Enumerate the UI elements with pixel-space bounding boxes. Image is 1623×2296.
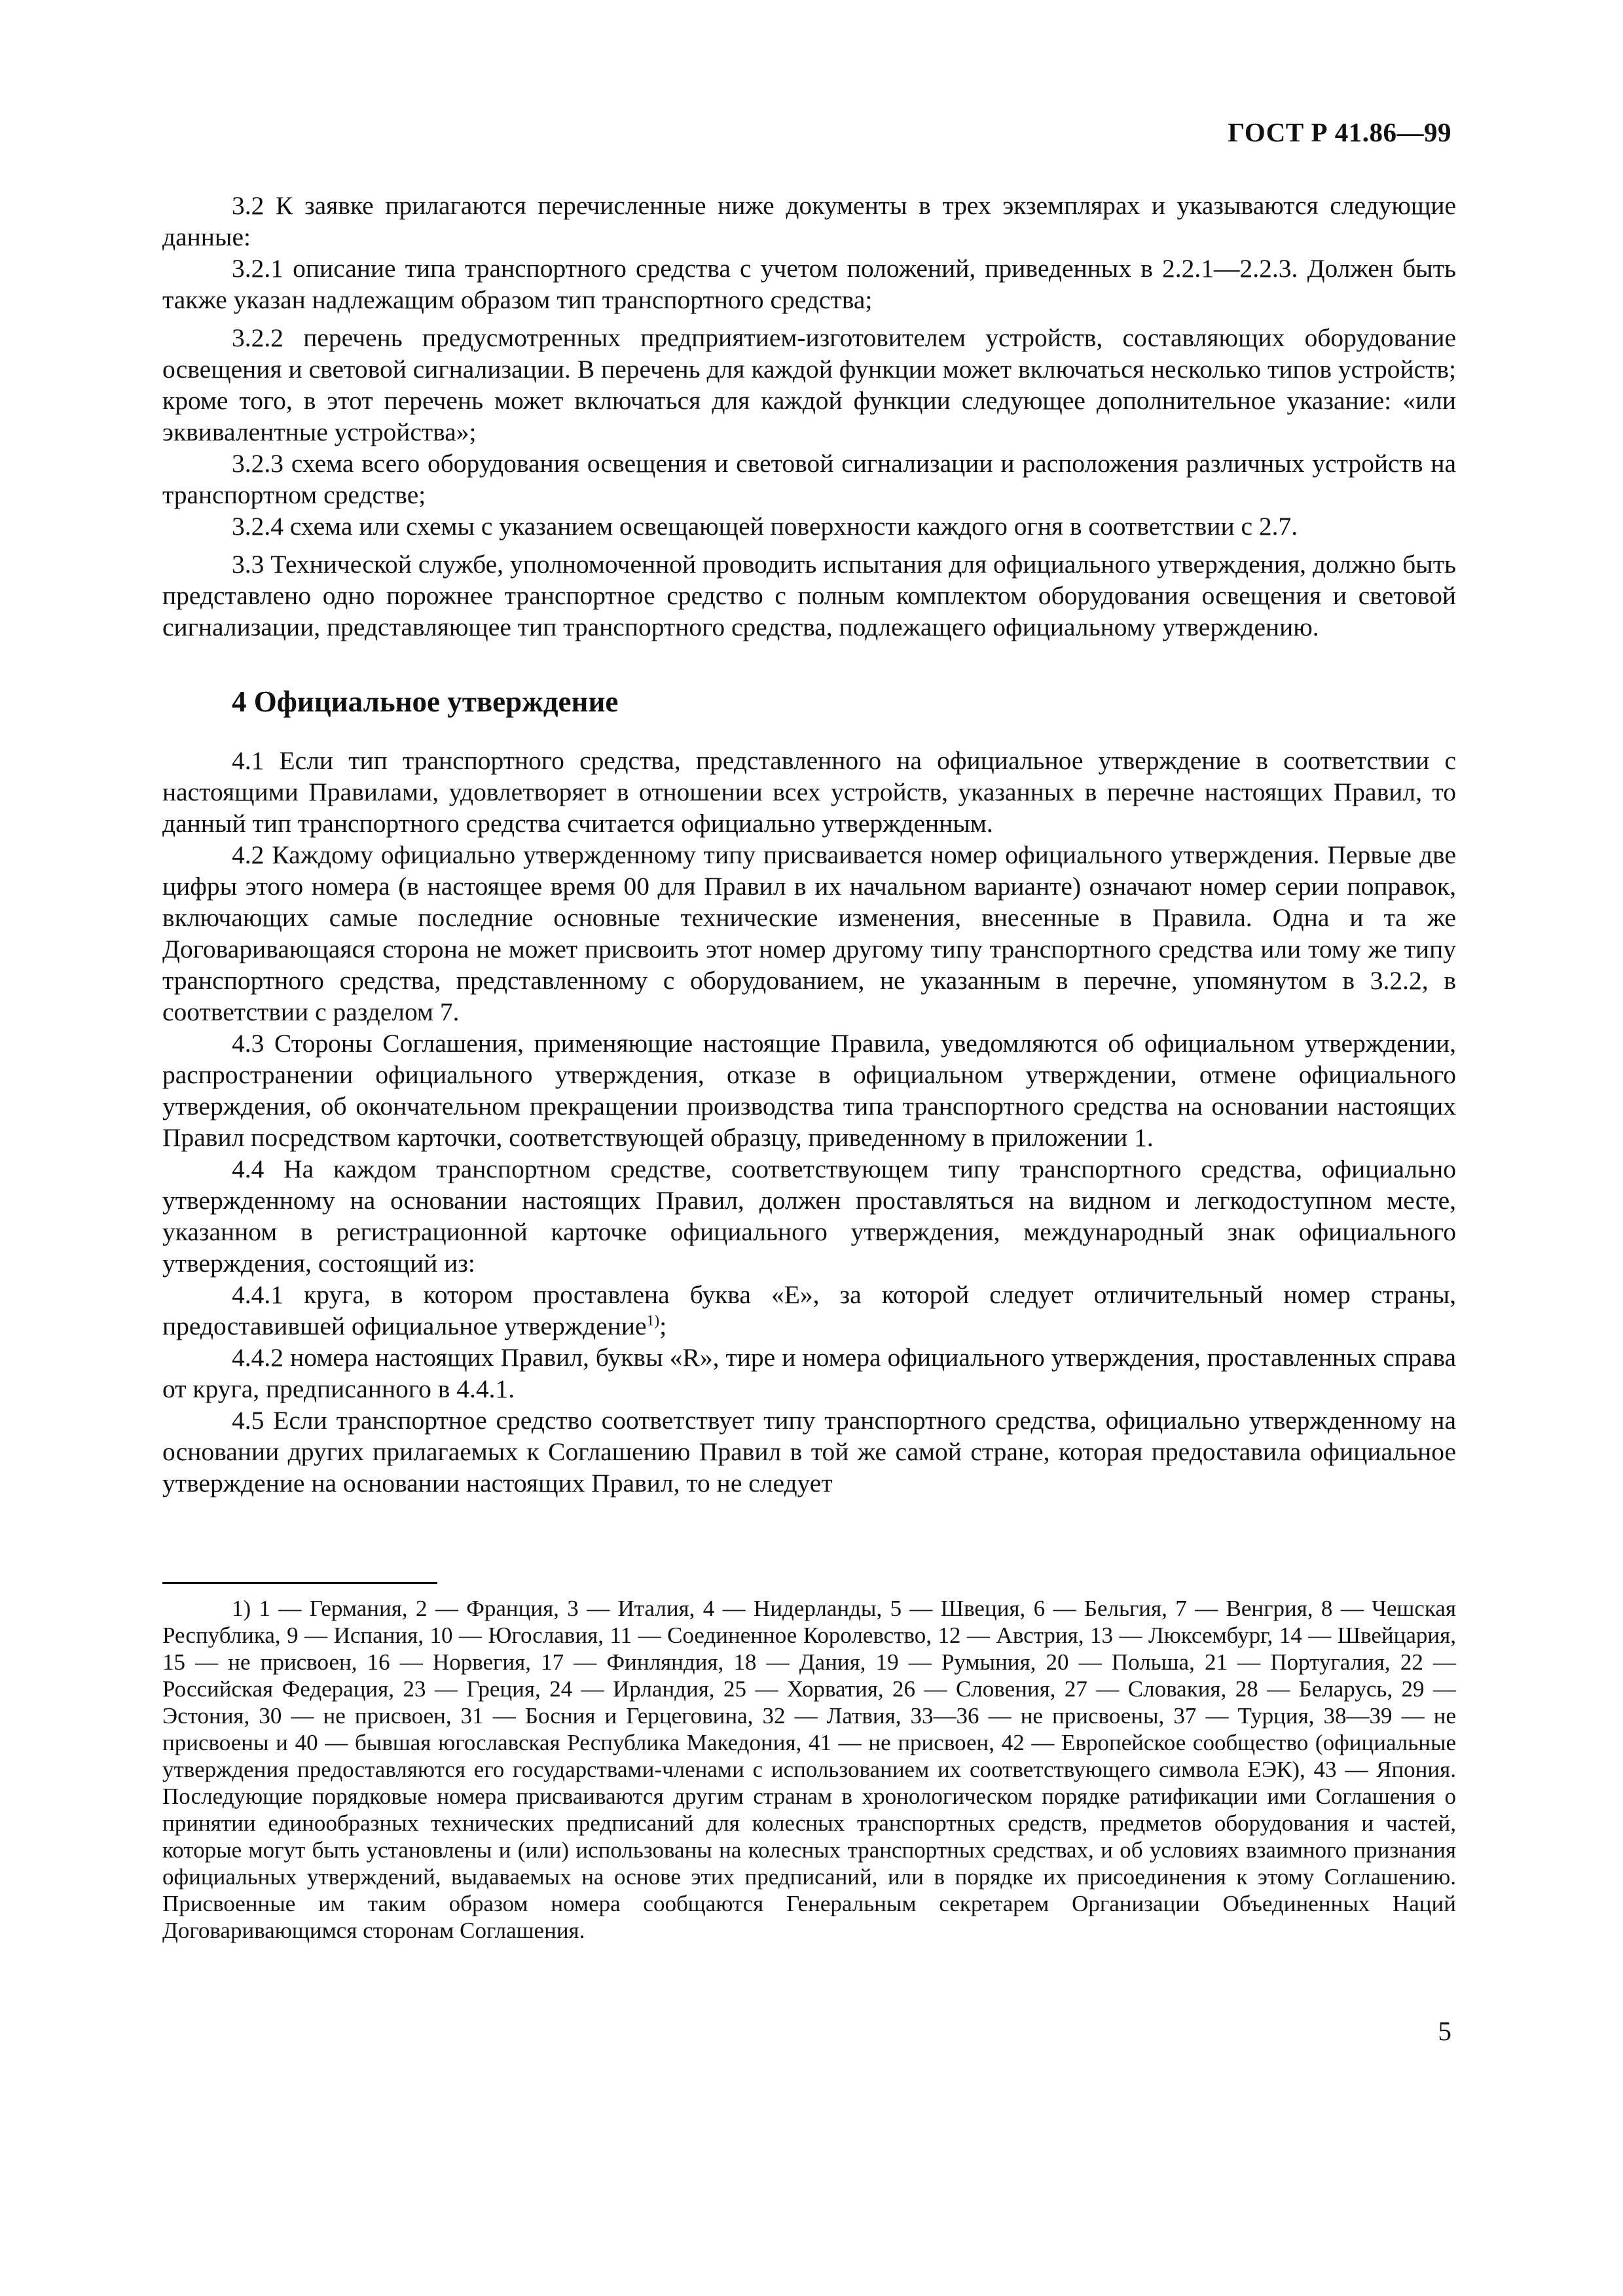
paragraph-4-3: 4.3 Стороны Соглашения, применяющие настоящие Правила, уведомляются об официальном утверждении, распространении официального утверждения, отказе в официальном утверждении, отмене официального утверждения, об окончательном прекращении производства типа транспортного средства на основании настоящих Правил посредством карточки, соответствующей образцу, приведенному в приложении 1. bbox=[162, 1029, 1456, 1152]
footnote-text: 1) 1 — Германия, 2 — Франция, 3 — Италия, 4 — Нидерланды, 5 — Швеция, 6 — Бельгия, 7 — Венгрия, 8 — Чешская Республика, 9 — Испания, 10 — Югославия, 11 — Соединенное Королевство, 12 — Австрия, 13 — Люксембург, 14 — Швейцария, 15 — не присвоен, 16 — Норвегия, 17 — Финляндия, 18 — Дания, 19 — Румыния, 20 — Польша, 21 — Португалия, 22 — Российская Федерация, 23 — Греция, 24 — Ирландия, 25 — Хорватия, 26 — Словения, 27 — Словакия, 28 — Беларусь, 29 — Эстония, 30 — не присвоен, 31 — Босния и Герцеговина, 32 — Латвия, 33—36 — не присвоены, 37 — Турция, 38—39 — не присвоены и 40 — бывшая югославская Республика Македония, 41 — не присвоен, 42 — Европейское сообщество (официальные утверждения предоставляются его государствами-членами с использованием их соответствующего символа ЕЭК), 43 — Япония. Последующие порядковые номера присваиваются другим странам в хронологическом порядке ратификации ими Соглашения о принятии единообразных технических предписаний для колесных транспортных средств, предметов оборудования и частей, которые могут быть установлены и (или) использованы на колесных транспортных средствах, и об условиях взаимного признания официальных утверждений, выдаваемых на основе этих предписаний, или в порядке их присоединения к этому Соглашению. Присвоенные им таким образом номера сообщаются Генеральным секретарем Организации Объединенных Наций Договаривающимся сторонам Соглашения. bbox=[162, 1596, 1456, 1943]
paragraph-3-2: 3.2 К заявке прилагаются перечисленные ниже документы в трех экземплярах и указываются следующие данные: bbox=[162, 191, 1456, 251]
paragraph-3-2-3: 3.2.3 схема всего оборудования освещения и световой сигнализации и расположения различных устройств на транспортном средстве; bbox=[162, 449, 1456, 509]
footnote bbox=[162, 1595, 1456, 1944]
section-4-title: 4 Официальное утверждение bbox=[232, 685, 619, 718]
paragraph-4-4: 4.4 На каждом транспортном средстве, соответствующем типу транспортного средства, официально утвержденному на основании настоящих Правил, должен проставляться на видном и легкодоступном месте, указанном в регистрационной карточке официального утверждения, международный знак официального утверждения, состоящий из: bbox=[162, 1155, 1456, 1278]
main-text bbox=[162, 190, 1456, 1499]
paragraph-4-1: 4.1 Если тип транспортного средства, представленного на официальное утверждение в соответствии с настоящими Правилами, удовлетворяет в отношении всех устройств, указанных в перечне настоящих Правил, то данный тип транспортного средства считается официально утвержденным. bbox=[162, 746, 1456, 838]
document-code-header: ГОСТ Р 41.86—99 bbox=[1228, 117, 1451, 147]
paragraph-4-5: 4.5 Если транспортное средство соответствует типу транспортного средства, официально утвержденному на основании других прилагаемых к Соглашению Правил в той же самой стране, которая предоставила официальное утверждение на основании настоящих Правил, то не следует bbox=[162, 1406, 1456, 1498]
paragraph-4-4-1 bbox=[162, 1279, 1456, 1342]
paragraph-4-4-2: 4.4.2 номера настоящих Правил, буквы «R», тире и номера официального утверждения, проставленных справа от круга, предписанного в 4.4.1. bbox=[162, 1343, 1456, 1403]
paragraph-4-2: 4.2 Каждому официально утвержденному типу присваивается номер официального утверждения. Первые две цифры этого номера (в настоящее время 00 для Правил в их начальном варианте) означают номер серии поправок, включающих самые последние основные технические изменения, внесенные в Правила. Одна и та же Договаривающаяся сторона не может присвоить этот номер другому типу транспортного средства или тому же типу транспортного средства, представленному с оборудованием, не указанным в перечне, упомянутом в 3.2.2, в соответствии с разделом 7. bbox=[162, 840, 1456, 1026]
paragraph-3-2-4: 3.2.4 схема или схемы с указанием освещающей поверхности каждого огня в соответствии с 2.7. bbox=[232, 512, 1298, 541]
page-number: 5 bbox=[1438, 2016, 1451, 2046]
paragraph-4-4-1-end: ; bbox=[659, 1312, 667, 1340]
footnote-separator bbox=[162, 1582, 437, 1584]
paragraph-3-3: 3.3 Технической службе, уполномоченной проводить испытания для официального утверждения, должно быть представлено одно порожнее транспортное средство с полным комплектом оборудования освещения и световой сигнализации, представляющее тип транспортного средства, подлежащего официальному утверждению. bbox=[162, 550, 1456, 641]
footnote-reference-mark[interactable]: 1) bbox=[646, 1312, 660, 1329]
paragraph-4-4-1-text: 4.4.1 круга, в котором проставлена буква «Е», за которой следует отличительный номер страны, предоставившей официальное утверждение bbox=[162, 1280, 1456, 1340]
paragraph-3-2-1: 3.2.1 описание типа транспортного средства с учетом положений, приведенных в 2.2.1—2.2.3. Должен быть также указан надлежащим образом тип транспортного средства; bbox=[162, 254, 1456, 314]
paragraph-3-2-2: 3.2.2 перечень предусмотренных предприятием-изготовителем устройств, составляющих оборудование освещения и световой сигнализации. В перечень для каждой функции может включаться несколько типов устройств; кроме того, в этот перечень может включаться для каждой функции следующее дополнительное указание: «или эквивалентные устройства»; bbox=[162, 323, 1456, 446]
